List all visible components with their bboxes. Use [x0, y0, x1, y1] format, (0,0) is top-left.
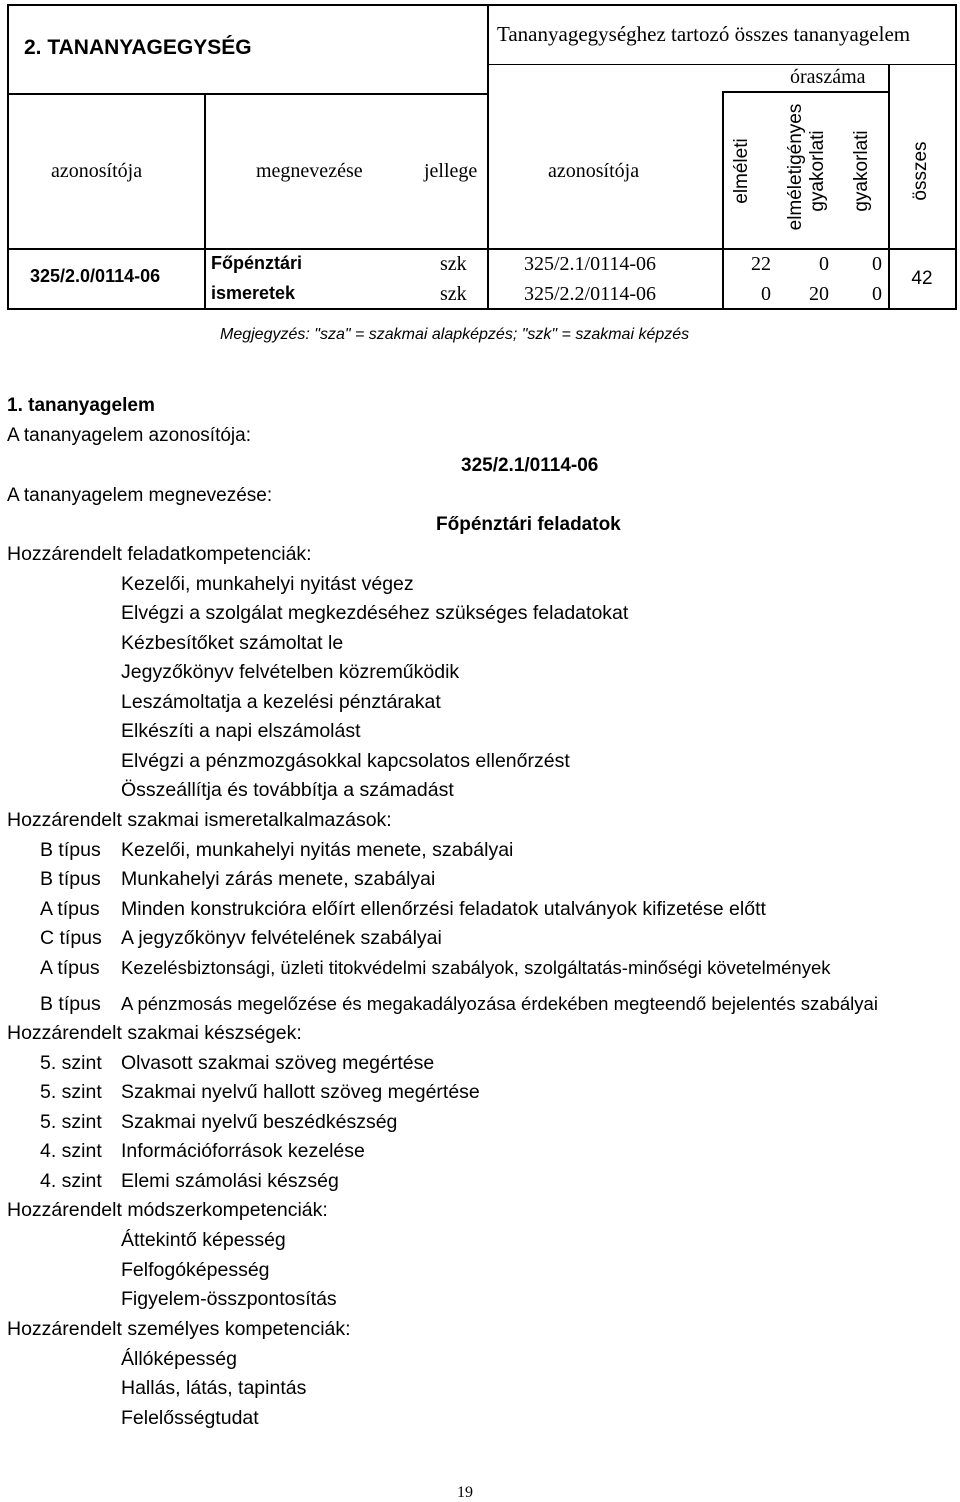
- col-header-total: összes: [910, 141, 931, 201]
- element-heading: 1. tananyagelem: [7, 395, 155, 416]
- task-item: Kézbesítőket számoltat le: [121, 632, 344, 654]
- skill-level: 5. szint: [40, 1081, 102, 1103]
- unit-title: 2. TANANYAGEGYSÉG: [24, 36, 252, 59]
- table-note: Megjegyzés: "sza" = szakmai alapképzés; "szk" = szakmai képzés: [220, 326, 690, 343]
- knowledge-level: A típus: [40, 957, 100, 979]
- element-id-value: 325/2.1/0114-06: [461, 455, 599, 476]
- row-2-theory: 0: [761, 283, 771, 305]
- row-2-theory-practice: 20: [809, 283, 829, 305]
- skill-level: 4. szint: [40, 1140, 102, 1162]
- unit-code: 325/2.0/0114-06: [30, 266, 161, 286]
- row-1-type: szk: [440, 253, 467, 275]
- col-header-type: jellege: [424, 160, 478, 182]
- knowledge-level: A típus: [40, 898, 100, 920]
- total-hours: 42: [911, 268, 933, 289]
- col-header-theory-practice-1: elméletigényes: [785, 103, 806, 231]
- skill-text: Szakmai nyelvű beszédkészség: [121, 1111, 398, 1133]
- element-id-label: A tananyagelem azonosítója:: [7, 425, 252, 446]
- skills-label: Hozzárendelt szakmai készségek:: [7, 1022, 302, 1044]
- method-item: Figyelem-összpontosítás: [121, 1288, 337, 1310]
- table-border-right: [955, 4, 957, 310]
- col-header-elem-id: azonosítója: [548, 160, 640, 182]
- table-col-divider-main: [487, 4, 489, 310]
- skill-text: Szakmai nyelvű hallott szöveg megértése: [121, 1081, 480, 1103]
- knowledge-label: Hozzárendelt szakmai ismeretalkalmazások:: [7, 809, 392, 831]
- personal-item: Felelősségtudat: [121, 1407, 259, 1429]
- group-header-divider: [487, 64, 956, 65]
- knowledge-level: B típus: [40, 993, 101, 1015]
- method-item: Felfogóképesség: [121, 1259, 270, 1281]
- knowledge-text: A pénzmosás megelőzése és megakadályozása érdekében megteendő bejelentés szabályai: [121, 993, 878, 1014]
- row-1-theory-practice: 0: [819, 253, 829, 275]
- skill-level: 5. szint: [40, 1052, 102, 1074]
- task-item: Jegyzőkönyv felvételben közreműködik: [121, 661, 460, 683]
- table-border-top: [7, 4, 956, 6]
- personal-label: Hozzárendelt személyes kompetenciák:: [7, 1318, 351, 1340]
- task-item: Elkészíti a napi elszámolást: [121, 720, 361, 742]
- hours-col-divider-left: [722, 91, 724, 309]
- col-header-theory-practice-2: gyakorlati: [807, 130, 828, 212]
- knowledge-text: Munkahelyi zárás menete, szabályai: [121, 868, 436, 890]
- unit-name-line-2: ismeretek: [211, 283, 296, 303]
- knowledge-text: Kezelői, munkahelyi nyitás menete, szabályai: [121, 839, 514, 861]
- method-item: Áttekintő képesség: [121, 1229, 286, 1251]
- row-2-practice: 0: [872, 283, 882, 305]
- task-item: Leszámoltatja a kezelési pénztárakat: [121, 691, 441, 713]
- task-item: Elvégzi a szolgálat megkezdéséhez szükséges feladatokat: [121, 602, 629, 624]
- knowledge-level: B típus: [40, 839, 101, 861]
- row-1-theory: 22: [751, 253, 771, 275]
- task-item: Elvégzi a pénzmozgásokkal kapcsolatos ellenőrzést: [121, 750, 570, 772]
- tasks-label: Hozzárendelt feladatkompetenciák:: [7, 543, 312, 565]
- knowledge-text: Minden konstrukcióra előírt ellenőrzési feladatok utalványok kifizetése előtt: [121, 898, 766, 920]
- hours-col-divider-right: [888, 64, 890, 309]
- knowledge-text: A jegyzőkönyv felvételének szabályai: [121, 927, 442, 949]
- row-1-practice: 0: [872, 253, 882, 275]
- personal-item: Állóképesség: [121, 1348, 237, 1370]
- table-col-divider-1: [204, 93, 206, 309]
- methods-label: Hozzárendelt módszerkompetenciák:: [7, 1199, 328, 1221]
- skill-text: Olvasott szakmai szöveg megértése: [121, 1052, 435, 1074]
- unit-name-line-1: Főpénztári: [211, 253, 303, 273]
- element-name-value: Főpénztári feladatok: [436, 514, 621, 535]
- skill-level: 5. szint: [40, 1111, 102, 1133]
- table-border-left: [7, 4, 9, 310]
- unit-title-divider: [7, 93, 487, 95]
- knowledge-text: Kezelésbiztonsági, üzleti titokvédelmi szabályok, szolgáltatás-minőségi követelmények: [121, 957, 831, 978]
- row-2-type: szk: [440, 283, 467, 305]
- skill-text: Elemi számolási készség: [121, 1170, 339, 1192]
- row-2-id: 325/2.2/0114-06: [524, 283, 657, 305]
- task-item: Kezelői, munkahelyi nyitást végez: [121, 573, 414, 595]
- col-header-practice: gyakorlati: [851, 130, 872, 212]
- element-name-label: A tananyagelem megnevezése:: [7, 485, 273, 506]
- col-header-theory: elméleti: [731, 138, 752, 204]
- table-border-bottom: [7, 308, 956, 310]
- row-1-id: 325/2.1/0114-06: [524, 253, 657, 275]
- hours-header: óraszáma: [790, 66, 866, 88]
- col-header-unit-name: megnevezése: [256, 160, 363, 182]
- personal-item: Hallás, látás, tapintás: [121, 1377, 307, 1399]
- skill-level: 4. szint: [40, 1170, 102, 1192]
- hours-header-divider: [722, 91, 888, 93]
- page-number: 19: [457, 1484, 473, 1501]
- col-header-unit-id: azonosítója: [51, 160, 143, 182]
- group-header: Tananyagegységhez tartozó összes tananyagelem: [497, 22, 911, 46]
- knowledge-level: C típus: [40, 927, 102, 949]
- header-divider: [7, 248, 956, 250]
- task-item: Összeállítja és továbbítja a számadást: [121, 779, 454, 801]
- knowledge-level: B típus: [40, 868, 101, 890]
- skill-text: Információforrások kezelése: [121, 1140, 365, 1162]
